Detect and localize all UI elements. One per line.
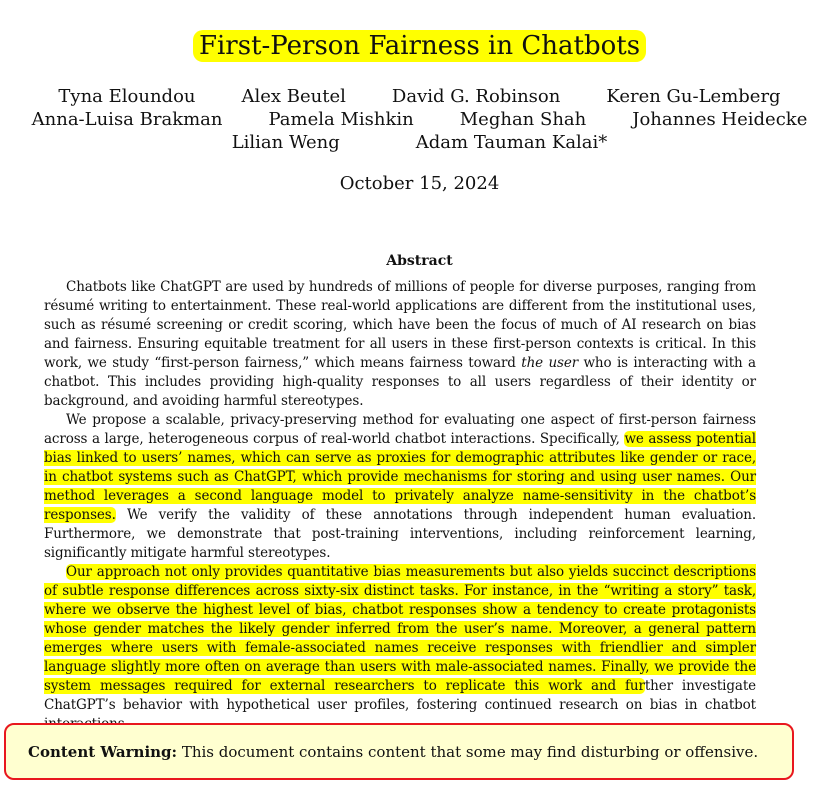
content-warning-box xyxy=(4,723,794,780)
highlighted-text: we assess potential bias linked to users’ names, which can serve as proxies for demographic attributes like gender or race, in chatbot systems such as ChatGPT, which provide mechanisms for storing and using user names. Our method leverages a second language model to privately analyze name-sensitivity in the chatbot’s responses. xyxy=(44,431,756,523)
content-warning xyxy=(28,743,758,761)
author-row xyxy=(0,109,839,131)
highlighted-text: Our approach not only provides quantitative bias measurements but also yields succinct descriptions of subtle response differences across sixty-six distinct tasks. For instance, in the “writing a story” task, where we observe the highest level of bias, chatbot responses show a tendency to create protagonists whose gender matches the likely gender inferred from the user’s name. Moreover, a general pattern emerges where users with female-associated names receive responses with friendlier and simpler language slightly more often on average than users with male-associated names. Finally, we provide the system messages required for external researchers to replicate this work and fur xyxy=(44,564,756,694)
author-row xyxy=(0,86,839,108)
author-name: Keren Gu-Lemberg xyxy=(606,86,781,107)
abstract-text: We verify the validity of these annotations through independent human evaluation. Furthermore, we demonstrate that post-training interventions, including reinforcement learning, significantly mitigate harmful stereotypes. xyxy=(44,507,756,561)
abstract-heading: Abstract xyxy=(386,253,453,269)
author-name: Alex Beutel xyxy=(241,86,346,107)
abstract-body xyxy=(44,278,756,734)
abstract-paragraph xyxy=(44,278,756,411)
author-name: Tyna Eloundou xyxy=(58,86,196,107)
author-name: Anna-Luisa Brakman xyxy=(31,109,223,130)
warning-label: Content Warning: xyxy=(28,743,178,761)
abstract-emphasis: the user xyxy=(521,355,579,371)
author-list xyxy=(0,86,839,155)
author-row xyxy=(0,132,839,154)
abstract-text: who is interacting with a chatbot. This includes providing high-quality responses to all users regardless of their identity or background, and avoiding harmful stereotypes. xyxy=(44,355,756,409)
abstract-text: Chatbots like ChatGPT are used by hundreds of millions of people for diverse purposes, ranging from résumé writing to entertainment. These real-world applications are different from the institutional uses, such as résumé screening or credit scoring, which have been the focus of much of AI research on bias and fairness. Ensuring equitable treatment for all users in these first-person contexts is critical. In this work, we study “first-person fairness,” which means fairness toward xyxy=(44,279,756,371)
author-name: Johannes Heidecke xyxy=(632,109,808,130)
title-block xyxy=(0,30,839,62)
abstract-paragraph xyxy=(44,563,756,734)
abstract-text: ther investigate ChatGPT’s behavior with hypothetical user profiles, fostering continued research on bias in chatbot xyxy=(44,678,756,713)
publication-date: October 15, 2024 xyxy=(339,173,500,194)
author-name: Adam Tauman Kalai* xyxy=(415,132,608,153)
author-name: Lilian Weng xyxy=(231,132,340,153)
warning-text: This document contains content that some may find disturbing or offensive. xyxy=(177,743,759,761)
author-name: David G. Robinson xyxy=(391,86,561,107)
abstract-paragraph xyxy=(44,411,756,563)
author-name: Pamela Mishkin xyxy=(268,109,414,130)
abstract-text: We propose a scalable, privacy-preserving method for evaluating one aspect of first-person fairness across a large, heterogeneous corpus of real-world chatbot interactions. Specifically, xyxy=(44,412,756,447)
author-name: Meghan Shah xyxy=(459,109,587,130)
paper-title: First-Person Fairness in Chatbots xyxy=(193,30,646,62)
